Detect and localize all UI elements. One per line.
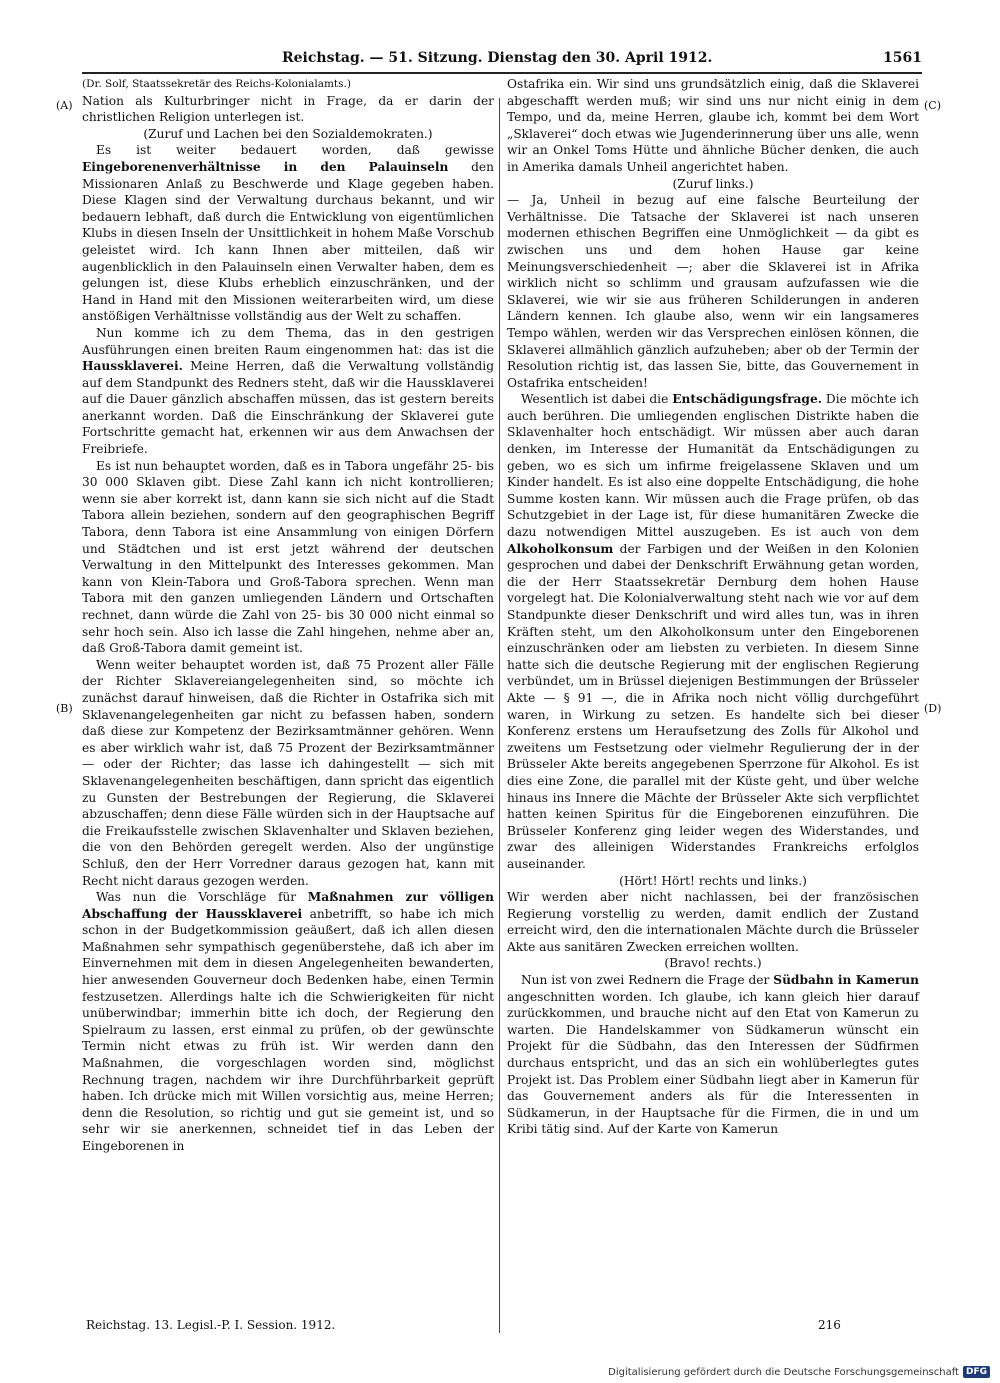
margin-marker-c: (C) xyxy=(924,99,941,112)
margin-marker-a: (A) xyxy=(56,99,73,112)
speaker-note: (Dr. Solf, Staatssekretär des Reichs-Kolonialamts.) xyxy=(82,78,351,90)
bold-term: Alkoholkonsum xyxy=(507,541,614,556)
column-divider xyxy=(499,98,500,1333)
bold-term: Maßnahmen zur völligen Abschaffung der Haussklaverei xyxy=(82,890,494,921)
footer-sheet-number: 216 xyxy=(818,1318,841,1332)
paragraph: Wir werden aber nicht nachlassen, bei der französischen Regierung vorstellig zu werden, damit endlich der Zustand erreicht wird, den die internationalen Mächte durch die Brüsseler Akte aus sanitären Zwecken erreichen wollten. xyxy=(507,890,919,954)
dfg-credit xyxy=(600,1363,990,1381)
right-column xyxy=(507,76,919,1138)
interjection: (Bravo! rechts.) xyxy=(664,956,762,971)
paragraph: Ostafrika ein. Wir sind uns grundsätzlich einig, daß die Sklaverei abgeschafft werden muß; wir sind uns nur nicht einig in dem Tempo, und da, meine Herren, glaube ich, kommt bei dem Wort „Sklaverei“ doch etwas wie Jugenderinnerung über uns alle, wenn wir an Onkel Toms Hütte und ähnliche Bücher denken, die auch in Amerika damals Unheil angerichtet haben. xyxy=(507,77,919,174)
bold-term: Entschädigungsfrage. xyxy=(672,392,822,407)
paragraph: — Ja, Unheil in bezug auf eine falsche Beurteilung der Verhältnisse. Die Tatsache der Sklaverei ist nach unseren modernen ethischen Begriffen eine Unmöglichkeit — da gibt es zwischen uns und dem hohen Hause gar keine Meinungsverschiedenheit —; aber die Sklaverei ist in Afrika wirklich nicht so schlimm und grausam aufzufassen wie die Sklaverei, wie wir sie aus früheren Schilderungen in anderen Ländern kennen. Ich glaube also, wenn wir ein langsameres Tempo wählen, werden wir das Versprechen einlösen können, die Sklaverei allmählich gänzlich aufzuheben; aber ob der Termin der Resolution richtig ist, das lassen Sie, bitte, das Gouvernement in Ostafrika entscheiden! xyxy=(507,193,919,390)
interjection: (Hört! Hört! rechts und links.) xyxy=(619,873,807,888)
bold-term: Haussklaverei. xyxy=(82,359,183,374)
interjection: (Zuruf und Lachen bei den Sozialdemokraten.) xyxy=(143,126,433,141)
left-column xyxy=(82,76,494,1155)
dfg-credit-text: Digitalisierung gefördert durch die Deutsche Forschungsgemeinschaft xyxy=(608,1366,959,1378)
header-rule xyxy=(82,72,922,74)
interjection: (Zuruf links.) xyxy=(672,176,754,191)
bold-term: Eingeborenenverhältnisse in den Palauinseln xyxy=(82,159,449,174)
paragraph: Nation als Kulturbringer nicht in Frage, da er darin der christlichen Religion unterlegen ist. xyxy=(82,93,494,125)
paragraph: Es ist nun behauptet worden, daß es in Tabora ungefähr 25- bis 30 000 Sklaven gibt. Diese Zahl kann ich nicht kontrollieren; wenn sie aber korrekt ist, dann kann sie sich nicht auf die Stadt Tabora allein beziehen, sondern auf den geographischen Begriff Tabora, denn Tabora ist eine Ansammlung von einigen Dörfern und Städtchen und ist erst jetzt während der deutschen Verwaltung in den Mittelpunkt des Interesses gekommen. Man kann von Klein-Tabora und Groß-Tabora sprechen. Wenn man Tabora mit den ganzen umliegenden Ländern und Ortschaften rechnet, dann würde die Zahl von 25- bis 30 000 nicht einmal so sehr hoch sein. Also ich lasse die Zahl hingehen, nehme aber an, daß Groß-Tabora damit gemeint ist. xyxy=(82,458,494,656)
bold-term: Südbahn in Kamerun xyxy=(773,973,919,988)
header-title: Reichstag. — 51. Sitzung. Dienstag den 30. April 1912. xyxy=(282,50,713,66)
page-number: 1561 xyxy=(883,50,922,66)
dfg-logo-icon: DFG xyxy=(963,1366,990,1378)
paragraph: Wenn weiter behauptet worden ist, daß 75 Prozent aller Fälle der Richter Sklavereiangelegenheiten sind, so möchte ich zunächst darauf hinweisen, daß die Richter in Ostafrika sich mit Sklavenangelegenheiten gar nicht zu befassen haben, sondern daß diese zur Kompetenz der Bezirksamtmänner gehören. Wenn es aber wirklich wahr ist, daß 75 Prozent der Bezirksamtmänner — oder der Richter; das lasse ich dahingestellt — sich mit Sklavenangelegenheiten beschäftigen, dann spricht das eigentlich zu Gunsten der Bestrebungen der Regierung, die Sklaverei abzuschaffen; denn diese Fälle würden sich in der Hauptsache auf die Freikaufsstelle zwischen Sklavenhalter und Sklaven beziehen, die von den Behörden geregelt werden. Also der ungünstige Schluß, den der Herr Vorredner daraus gezogen hat, kann mit Recht nicht daraus gezogen werden. xyxy=(82,657,494,888)
footer-session: Reichstag. 13. Legisl.-P. I. Session. 1912. xyxy=(86,1318,336,1332)
margin-marker-d: (D) xyxy=(924,702,942,715)
paragraph: Nun ist von zwei Rednern die Frage der Südbahn in Kamerun angeschnitten worden. Ich glaube, ich kann gleich hier darauf zurückkommen, und brauche nicht auf den Etat von Kamerun zu warten. Die Handelskammer von Südkamerun wünscht ein Projekt für die Südbahn, das den Interessen der Südfirmen durchaus entspricht, und das an sich ein wohlüberlegtes gutes Projekt ist. Das Problem einer Südbahn liegt aber in Kamerun für das Gouvernement anders als für die Interessenten in Südkamerun, in der Hauptsache für die Firmen, die in und um Kribi tätig sind. Auf der Karte von Kamerun xyxy=(507,973,919,1137)
paragraph: Es ist weiter bedauert worden, daß gewisse Eingeborenenverhältnisse in den Palauinseln den Missionaren Anlaß zu Beschwerde und Klage gegeben haben. Diese Klagen sind der Verwaltung durchaus bekannt, und wir bedauern lebhaft, daß durch die Entwicklung von eigentümlichen Klubs in diesen Inseln der Unsittlichkeit in hohem Maße Vorschub geleistet wird. Ich kann Ihnen aber mitteilen, daß wir augenblicklich in den Palauinseln einen Verwalter haben, dem es gelungen ist, diese Klubs erheblich einzuschränken, und der Hand in Hand mit den Missionen weiterarbeiten wird, um diese anstößigen Verhältnisse vollständig aus der Welt zu schaffen. xyxy=(82,143,494,324)
paragraph: Was nun die Vorschläge für Maßnahmen zur völligen Abschaffung der Haussklaverei anbetrifft, so habe ich mich schon in der Budgetkommission geäußert, daß ich allen diesen Maßnahmen sehr sympathisch gegenüberstehe, daß ich aber im Einvernehmen mit dem in diesen Angelegenheiten bewanderten, hier anwesenden Gouverneur doch Bedenken habe, einen Termin festzusetzen. Allerdings halte ich die Schwierigkeiten für nicht unüberwindbar; immerhin bitte ich doch, der Regierung den Spielraum zu lassen, erst einmal zu prüfen, ob der gewünschte Termin nicht etwas zu früh ist. Wir werden dann den Maßnahmen, die vorgeschlagen worden sind, möglichst Rechnung tragen, nachdem wir ihre Durchführbarkeit geprüft haben. Ich drücke mich mit Willen vorsichtig aus, meine Herren; denn die Resolution, so richtig und gut sie gemeint ist, und so sehr wir sie anerkennen, schneidet tief in das Leben der Eingeborenen in xyxy=(82,890,494,1153)
paragraph: Wesentlich ist dabei die Entschädigungsfrage. Die möchte ich auch berühren. Die umliegenden englischen Distrikte haben die Sklavenhalter hoch entschädigt. Wir müssen aber auch daran denken, im Interesse der Humanität da Entschädigungen zu geben, wo es sich um infirme freigelassene Sklaven und um Kinder handelt. Es ist also eine doppelte Entschädigung, die hohe Summe kosten kann. Wir müssen auch die Frage prüfen, ob das Schutzgebiet in der Lage ist, für diese humanitären Zwecke die dazu notwendigen Mittel auszugeben. Es ist auch von dem Alkoholkonsum der Farbigen und der Weißen in den Kolonien gesprochen und dabei der Denkschrift Erwähnung getan worden, die der Herr Staatssekretär Dernburg dem hohen Hause vorgelegt hat. Die Kolonialverwaltung steht nach wie vor auf dem Standpunkte dieser Denkschrift und wird alles tun, was in ihren Kräften steht, um den Alkoholkonsum unter den Eingeborenen einzuschränken oder am liebsten zu verbieten. In diesem Sinne hatte sich die deutsche Regierung mit der englischen Regierung verbündet, um in Brüssel diejenigen Bestimmungen der Brüsseler Akte — § 91 —, die in Afrika noch nicht völlig durchgeführt waren, in Wirkung zu setzen. Es handelte sich bei dieser Konferenz erstens um Heraufsetzung des Zolls für Alkohol und zweitens um Festsetzung oder vielmehr Regulierung der in der Brüsseler Akte bereits angegebenen Sperrzone für Alkohol. Es ist dies eine Zone, die parallel mit der Küste geht, und über welche hinaus ins Innere die Mächte der Brüsseler Akte sich verpflichtet hatten keinen Spiritus für die Eingeborenen einzuführen. Die Brüsseler Konferenz ging leider wegen des Widerstandes, und zwar des alleinigen Widerstandes Frankreichs erfolglos auseinander. xyxy=(507,392,919,871)
paragraph: Nun komme ich zu dem Thema, das in den gestrigen Ausführungen einen breiten Raum eingenommen hat: das ist die Haussklaverei. Meine Herren, daß die Verwaltung vollständig auf dem Standpunkt des Redners steht, daß wir die Haussklaverei auf die Dauer gänzlich abschaffen müssen, das ist gestern bereits anerkannt worden. Daß die Einschränkung der Sklaverei gute Fortschritte gemacht hat, erkennen wir aus dem Anwachsen der Freibriefe. xyxy=(82,325,494,457)
margin-marker-b: (B) xyxy=(56,702,73,715)
page-header xyxy=(82,50,922,72)
